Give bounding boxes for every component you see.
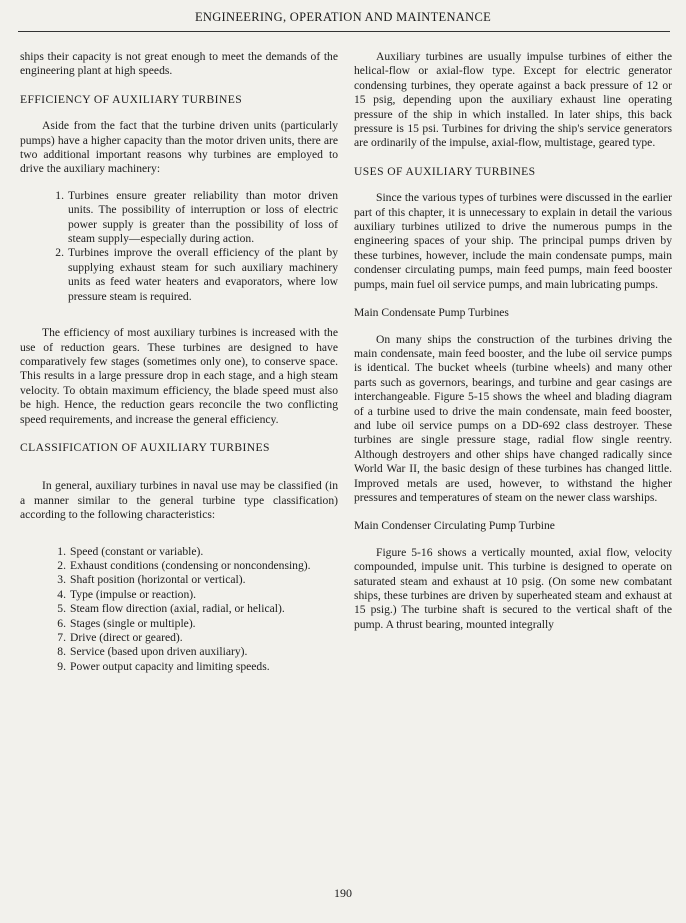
list-item-text: Shaft position (horizontal or vertical). (70, 573, 246, 587)
spacer (20, 467, 338, 479)
turbine-types-paragraph: Auxiliary turbines are usually impulse turbines of either the helical-flow or axial-flow type. Except for electric generator condensing turbines, they operate against a back pressure of 12 or 15 psig, depending upon the auxiliary exhaust line operating pressure of the ship in which installed. In later ships, this back pressure is 15 psi. Turbines for driving the ship's service generators are ordinarily of the impulse, axial-flow, multistage, geared type. (354, 50, 672, 150)
list-item (20, 559, 338, 573)
list-item-text: Type (impulse or reaction). (70, 587, 197, 601)
list-item (20, 545, 338, 559)
list-item-text: Turbines improve the overall efficiency of the plant by supplying exhaust steam for such auxiliary machinery units as feed water heaters and evaporators, where low pressure steam is required. (68, 246, 338, 303)
heading-efficiency: EFFICIENCY OF AUXILIARY TURBINES (20, 92, 243, 106)
list-item (20, 588, 338, 602)
list-item-number: 1. (55, 188, 64, 202)
list-item-number: 1. (57, 544, 66, 558)
list-item-text: Power output capacity and limiting speeds. (70, 659, 270, 673)
list-item (20, 631, 338, 645)
heading-classification: CLASSIFICATION OF AUXILIARY TURBINES (20, 440, 270, 454)
left-column (20, 50, 338, 674)
list-item-number: 3. (57, 573, 66, 587)
intro-paragraph: ships their capacity is not great enough to meet the demands of the engineering plant at high speeds. (20, 50, 338, 78)
classification-paragraph: In general, auxiliary turbines in naval use may be classified (in a manner similar to the general turbine type classification) according to the following characteristics: (20, 479, 338, 522)
running-header: ENGINEERING, OPERATION AND MAINTENANCE (194, 10, 492, 24)
reduction-gears-paragraph: The efficiency of most auxiliary turbines is increased with the use of reduction gears. These turbines are designed to have comparatively few stages (sometimes only one), to conserve space. This results in a large pressure drop in each stage, and a high steam velocity. To obtain maximum efficiency, the blade speed must also be high. Hence, the reduction gears reconcile the two conflicting speed requirements, and increase the general efficiency. (20, 326, 338, 426)
list-item-text: Turbines ensure greater reliability than motor driven units. The possibility of interruption or loss of electric power supply is greater than the possibility of loss of steam supply—especially during action. (68, 188, 338, 246)
list-item-number: 9. (57, 659, 66, 673)
page-number: 190 (334, 886, 352, 900)
list-item-text: Speed (constant or variable). (70, 544, 204, 558)
circulating-paragraph: Figure 5-16 shows a vertically mounted, axial flow, velocity compounded, impulse unit. This turbine is designed to operate on saturated steam and exhaust at 10 psig. (On some new combatant ships, these turbines are driven by superheated steam and exhaust at 15 psig.) The turbine shaft is secured to the vertical shaft of the pump. A thrust bearing, mounted integrally (354, 545, 672, 631)
list-item-number: 8. (57, 645, 66, 659)
list-item-text: Drive (direct or geared). (70, 631, 183, 644)
subheading-condensate: Main Condensate Pump Turbines (354, 306, 509, 320)
header-rule (18, 31, 670, 32)
list-item (20, 189, 338, 247)
list-item (20, 617, 338, 631)
list-item-number: 2. (55, 246, 64, 260)
heading-uses: USES OF AUXILIARY TURBINES (354, 164, 536, 178)
list-item (20, 660, 338, 674)
list-item-text: Stages (single or multiple). (70, 616, 196, 630)
spacer (20, 314, 338, 326)
list-item-number: 2. (57, 558, 66, 572)
list-item (20, 645, 338, 659)
list-item-text: Service (based upon driven auxiliary). (70, 645, 248, 659)
list-item-text: Exhaust conditions (condensing or noncondensing). (70, 558, 311, 572)
characteristics-list (20, 545, 338, 675)
right-column (354, 50, 672, 632)
list-item-number: 6. (57, 616, 66, 630)
efficiency-paragraph: Aside from the fact that the turbine driven units (particularly pumps) have a higher capacity than the motor driven units, there are two additional important reasons why turbines are employed to drive the auxiliary machinery: (20, 119, 338, 176)
list-item-number: 4. (57, 587, 66, 601)
list-item-number: 5. (57, 602, 66, 616)
list-item (20, 246, 338, 304)
uses-paragraph: Since the various types of turbines were discussed in the earlier part of this chapter, it is unnecessary to explain in detail the various auxiliary turbines utilized to drive the numerous pumps in the engineering spaces of your ship. The principal pumps driven by these turbines, however, include the main condensate pumps, main condenser circulating pumps, main feed pumps, main feed booster pumps, main fuel oil service pumps, and main lubricating pumps. (354, 191, 672, 291)
reasons-list (20, 189, 338, 304)
subheading-circulating: Main Condenser Circulating Pump Turbine (354, 519, 555, 533)
list-item (20, 602, 338, 616)
list-item-number: 7. (57, 631, 66, 644)
list-item (20, 573, 338, 587)
list-item-text: Steam flow direction (axial, radial, or helical). (70, 602, 285, 616)
condensate-paragraph: On many ships the construction of the turbines driving the main condensate, main feed booster, and the lube oil service pumps is identical. The bucket wheels (turbine wheels) and many other parts such as governors, bearings, and turbine and gear casings are interchangeable. Figure 5-15 shows the wheel and blading diagram of a turbine used to drive the main condensate, main feed booster, and lube oil service pumps on a DD-692 class destroyer. These turbines are single pressure stage, radial flow single reentry. Although destroyers and other ships have changed radically since World War II, the basic design of these turbines has changed little. Improved metals are used, however, to withstand the higher pressures and temperatures of steam on the newer class warships. (354, 332, 672, 504)
